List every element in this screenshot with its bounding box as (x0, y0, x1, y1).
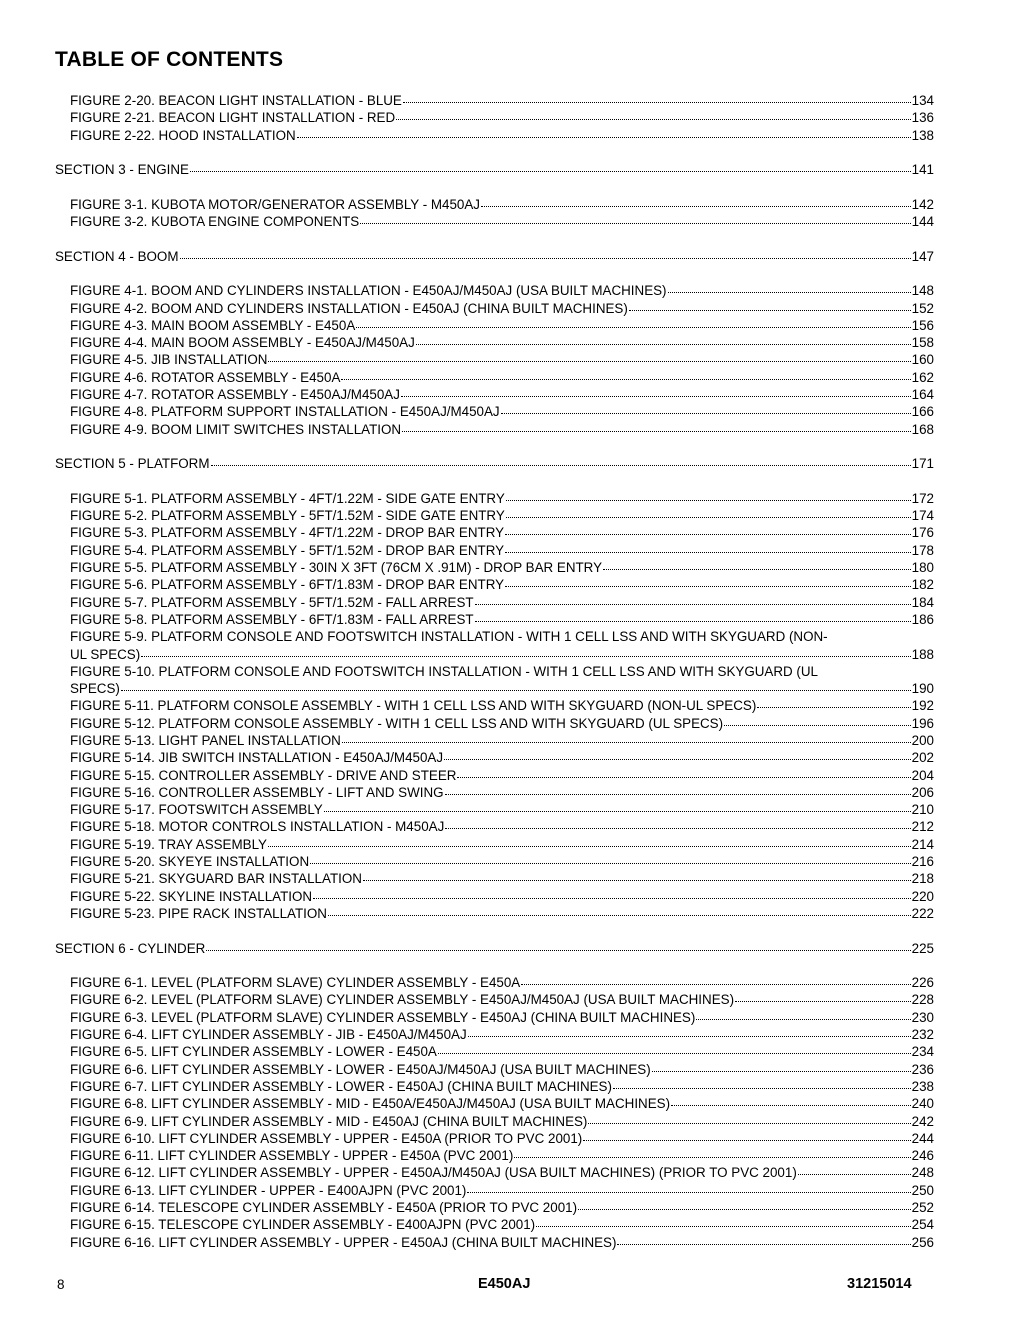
toc-entry-line: FIGURE 5-10. PLATFORM CONSOLE AND FOOTSWITCH INSTALLATION - WITH 1 CELL LSS AND WITH SKYGUARD (UL (70, 663, 818, 679)
toc-entry-label: FIGURE 6-13. LIFT CYLINDER - UPPER - E400AJPN (PVC 2001) (70, 1182, 467, 1198)
toc-figure-entry[interactable] (0, 351, 934, 368)
dot-leader (401, 386, 911, 397)
toc-figure-entry[interactable] (0, 1182, 934, 1199)
toc-figure-entry[interactable] (0, 1216, 934, 1233)
dot-leader (310, 853, 911, 864)
toc-figure-entry[interactable] (0, 1095, 934, 1112)
toc-figure-entry[interactable] (0, 282, 934, 299)
dot-leader (798, 1164, 911, 1175)
toc-entry-page: 248 (911, 1165, 934, 1181)
dot-leader (356, 317, 910, 328)
toc-figure-entry[interactable] (0, 749, 934, 766)
dot-leader (363, 870, 911, 881)
toc-figure-entry[interactable] (0, 888, 934, 905)
footer-doc-number: 31215014 (847, 1276, 912, 1292)
toc-entry-label: FIGURE 5-3. PLATFORM ASSEMBLY - 4FT/1.22M - DROP BAR ENTRY (70, 525, 505, 541)
dot-leader (445, 784, 911, 795)
footer-model: E450AJ (478, 1276, 531, 1292)
toc-spacer (0, 144, 1024, 161)
toc-entry-page: 242 (911, 1113, 934, 1129)
toc-list (0, 92, 1024, 1251)
toc-entry-page: 236 (911, 1061, 934, 1077)
toc-entry-label: FIGURE 2-21. BEACON LIGHT INSTALLATION - RED (70, 110, 396, 126)
dot-leader (180, 248, 911, 259)
toc-entry-label: FIGURE 6-10. LIFT CYLINDER ASSEMBLY - UPPER - E450A (PRIOR TO PVC 2001) (70, 1130, 583, 1146)
toc-figure-entry[interactable] (0, 300, 934, 317)
toc-entry-label: SECTION 4 - BOOM (55, 248, 179, 264)
toc-entry-label: FIGURE 5-12. PLATFORM CONSOLE ASSEMBLY - WITH 1 CELL LSS AND WITH SKYGUARD (UL SPECS) (70, 715, 724, 731)
toc-entry-label: FIGURE 6-14. TELESCOPE CYLINDER ASSEMBLY - E450A (PRIOR TO PVC 2001) (70, 1200, 578, 1215)
toc-entry-page: 156 (911, 317, 934, 333)
toc-figure-entry[interactable] (0, 542, 934, 559)
toc-entry-page: 246 (911, 1148, 934, 1164)
toc-figure-entry[interactable] (0, 697, 934, 714)
dot-leader (121, 680, 911, 691)
toc-entry-page: 184 (911, 594, 934, 610)
toc-entry-page: 204 (911, 767, 934, 783)
dot-leader (617, 1234, 910, 1245)
toc-entry-label: FIGURE 2-22. HOOD INSTALLATION (70, 127, 296, 143)
toc-entry-page: 252 (911, 1200, 934, 1215)
toc-entry-label: FIGURE 5-14. JIB SWITCH INSTALLATION - E450AJ/M450AJ (70, 750, 444, 766)
toc-entry-label: FIGURE 6-16. LIFT CYLINDER ASSEMBLY - UPPER - E450AJ (CHINA BUILT MACHINES) (70, 1234, 617, 1250)
dot-leader (313, 888, 911, 899)
toc-entry-page: 228 (911, 992, 934, 1008)
toc-spacer (0, 922, 1024, 939)
toc-entry-page: 234 (911, 1044, 934, 1060)
toc-figure-entry[interactable] (0, 1147, 934, 1164)
toc-entry-label: FIGURE 6-12. LIFT CYLINDER ASSEMBLY - UPPER - E450AJ/M450AJ (USA BUILT MACHINES) (PRIOR TO PVC 2001) (70, 1165, 797, 1181)
dot-leader (416, 334, 911, 345)
dot-leader (514, 1147, 910, 1158)
toc-entry-page: 168 (911, 421, 934, 437)
dot-leader (501, 403, 911, 414)
toc-entry-label: FIGURE 6-7. LIFT CYLINDER ASSEMBLY - LOWER - E450AJ (CHINA BUILT MACHINES) (70, 1078, 612, 1094)
dot-leader (467, 1182, 910, 1193)
toc-entry-label: SPECS) (70, 681, 120, 697)
dot-leader (438, 1043, 911, 1054)
dot-leader (521, 974, 910, 985)
dot-leader (396, 109, 910, 120)
toc-entry-page: 216 (911, 854, 934, 870)
toc-entry-label: FIGURE 5-13. LIGHT PANEL INSTALLATION (70, 732, 341, 748)
toc-figure-entry[interactable] (0, 1199, 934, 1216)
toc-figure-entry[interactable] (0, 559, 934, 576)
toc-entry-page: 158 (911, 335, 934, 351)
dot-leader (505, 576, 911, 587)
toc-section-entry[interactable] (0, 161, 934, 178)
toc-figure-entry[interactable] (0, 836, 934, 853)
toc-entry-page: 142 (911, 196, 934, 212)
toc-spacer (0, 957, 1024, 974)
dot-leader (578, 1199, 911, 1210)
dot-leader (757, 697, 910, 708)
dot-leader (268, 351, 910, 362)
toc-entry-page: 178 (911, 542, 934, 558)
toc-figure-entry[interactable] (0, 611, 934, 628)
toc-entry-page: 220 (911, 888, 934, 904)
toc-entry-page: 164 (911, 387, 934, 403)
toc-entry-label: FIGURE 6-11. LIFT CYLINDER ASSEMBLY - UPPER - E450A (PVC 2001) (70, 1148, 514, 1164)
toc-figure-entry[interactable] (0, 1026, 934, 1043)
toc-figure-entry[interactable] (0, 594, 934, 611)
toc-entry-page: 206 (911, 784, 934, 800)
toc-entry-page: 192 (911, 698, 934, 714)
dot-leader (588, 1113, 910, 1124)
dot-leader (506, 507, 911, 518)
toc-figure-entry[interactable] (0, 490, 934, 507)
toc-figure-entry[interactable] (0, 767, 934, 784)
toc-entry-page: 214 (911, 836, 934, 852)
toc-entry-label: FIGURE 5-15. CONTROLLER ASSEMBLY - DRIVE AND STEER (70, 767, 457, 783)
toc-entry-page: 238 (911, 1078, 934, 1094)
toc-entry-page: 172 (911, 490, 934, 506)
toc-figure-entry[interactable] (0, 421, 934, 438)
toc-entry-page: 212 (911, 819, 934, 835)
toc-entry-page: 244 (911, 1130, 934, 1146)
toc-figure-entry[interactable] (0, 1043, 934, 1060)
dot-leader (505, 542, 911, 553)
toc-entry-label: FIGURE 6-9. LIFT CYLINDER ASSEMBLY - MID - E450AJ (CHINA BUILT MACHINES) (70, 1113, 588, 1129)
toc-entry-label: FIGURE 5-20. SKYEYE INSTALLATION (70, 854, 310, 870)
toc-section-entry[interactable] (0, 248, 934, 265)
toc-entry-page: 136 (911, 110, 934, 126)
toc-entry-label: FIGURE 4-3. MAIN BOOM ASSEMBLY - E450A (70, 317, 356, 333)
toc-entry-page: 210 (911, 802, 934, 818)
toc-entry-label: FIGURE 5-23. PIPE RACK INSTALLATION (70, 905, 327, 921)
dot-leader (735, 991, 911, 1002)
toc-entry-label: FIGURE 3-2. KUBOTA ENGINE COMPONENTS (70, 214, 360, 230)
toc-figure-entry[interactable] (0, 1078, 934, 1095)
toc-figure-entry[interactable] (0, 732, 934, 749)
toc-figure-entry[interactable] (0, 576, 934, 593)
toc-entry-label: FIGURE 5-4. PLATFORM ASSEMBLY - 5FT/1.52M - DROP BAR ENTRY (70, 542, 505, 558)
toc-entry-page: 147 (911, 248, 934, 264)
toc-figure-entry[interactable] (0, 507, 934, 524)
dot-leader (190, 161, 911, 172)
toc-figure-entry[interactable] (0, 317, 934, 334)
toc-entry-page: 182 (911, 577, 934, 593)
toc-entry-label: FIGURE 6-1. LEVEL (PLATFORM SLAVE) CYLINDER ASSEMBLY - E450A (70, 975, 521, 991)
toc-entry-page: 225 (911, 940, 934, 956)
toc-entry-label: FIGURE 4-2. BOOM AND CYLINDERS INSTALLATION - E450AJ (CHINA BUILT MACHINES) (70, 300, 628, 316)
dot-leader (724, 715, 911, 726)
toc-entry-label: FIGURE 5-5. PLATFORM ASSEMBLY - 30IN X 3FT (76CM X .91M) - DROP BAR ENTRY (70, 560, 603, 576)
toc-entry-label: FIGURE 6-8. LIFT CYLINDER ASSEMBLY - MID - E450A/E450AJ/M450AJ (USA BUILT MACHINES) (70, 1096, 671, 1112)
toc-figure-entry[interactable] (0, 646, 934, 663)
toc-figure-entry[interactable] (0, 991, 934, 1008)
toc-entry-page: 144 (911, 214, 934, 230)
dot-leader (536, 1216, 911, 1227)
toc-entry-page: 256 (911, 1234, 934, 1250)
dot-leader (402, 421, 911, 432)
toc-entry-label: FIGURE 5-18. MOTOR CONTROLS INSTALLATION - M450AJ (70, 819, 445, 835)
toc-entry-label: FIGURE 5-11. PLATFORM CONSOLE ASSEMBLY - WITH 1 CELL LSS AND WITH SKYGUARD (NON-UL SPECS) (70, 698, 757, 714)
toc-entry-page: 176 (911, 525, 934, 541)
toc-figure-entry[interactable] (0, 334, 934, 351)
toc-figure-entry[interactable] (0, 524, 934, 541)
toc-entry-page: 141 (911, 162, 934, 178)
toc-entry-page: 162 (911, 369, 934, 385)
toc-section-entry[interactable] (0, 455, 934, 472)
toc-entry-page: 148 (911, 283, 934, 299)
dot-leader (696, 1009, 910, 1020)
dot-leader (668, 282, 911, 293)
toc-entry-label: FIGURE 6-4. LIFT CYLINDER ASSEMBLY - JIB - E450AJ/M450AJ (70, 1027, 467, 1043)
dot-leader (671, 1095, 911, 1106)
toc-entry-label: FIGURE 4-6. ROTATOR ASSEMBLY - E450A (70, 369, 341, 385)
page-title: TABLE OF CONTENTS (55, 48, 284, 71)
dot-leader (652, 1061, 911, 1072)
dot-leader (457, 767, 910, 778)
toc-entry-label: FIGURE 6-3. LEVEL (PLATFORM SLAVE) CYLINDER ASSEMBLY - E450AJ (CHINA BUILT MACHINES) (70, 1009, 696, 1025)
dot-leader (328, 905, 911, 916)
toc-entry-label: FIGURE 5-22. SKYLINE INSTALLATION (70, 888, 313, 904)
toc-entry-label: FIGURE 5-8. PLATFORM ASSEMBLY - 6FT/1.83M - FALL ARREST (70, 611, 474, 627)
toc-entry-page: 188 (911, 646, 934, 662)
toc-entry-page: 200 (911, 732, 934, 748)
toc-entry-label: FIGURE 4-5. JIB INSTALLATION (70, 352, 268, 368)
dot-leader (360, 213, 910, 224)
dot-leader (268, 836, 911, 847)
toc-entry-page: 254 (911, 1217, 934, 1233)
toc-entry-label: FIGURE 6-15. TELESCOPE CYLINDER ASSEMBLY - E400AJPN (PVC 2001) (70, 1217, 536, 1233)
toc-figure-entry[interactable] (0, 974, 934, 991)
footer-page-number: 8 (57, 1277, 65, 1292)
toc-entry-page: 232 (911, 1027, 934, 1043)
toc-figure-entry[interactable] (0, 213, 934, 230)
dot-leader (444, 749, 911, 760)
toc-figure-entry[interactable] (0, 870, 934, 887)
dot-leader (341, 369, 910, 380)
toc-entry-page: 222 (911, 905, 934, 921)
toc-entry-label: SECTION 3 - ENGINE (55, 162, 189, 178)
toc-entry-label: FIGURE 4-9. BOOM LIMIT SWITCHES INSTALLATION (70, 421, 402, 437)
toc-entry-label: FIGURE 4-1. BOOM AND CYLINDERS INSTALLATION - E450AJ/M450AJ (USA BUILT MACHINES) (70, 283, 667, 299)
toc-entry-label: FIGURE 3-1. KUBOTA MOTOR/GENERATOR ASSEMBLY - M450AJ (70, 196, 480, 212)
toc-entry-page: 171 (911, 456, 934, 472)
toc-entry-label: FIGURE 5-1. PLATFORM ASSEMBLY - 4FT/1.22M - SIDE GATE ENTRY (70, 490, 505, 506)
dot-leader (475, 611, 911, 622)
toc-figure-entry[interactable] (0, 403, 934, 420)
toc-figure-entry[interactable] (0, 92, 934, 109)
toc-spacer (0, 230, 1024, 247)
toc-figure-entry[interactable] (0, 818, 934, 835)
dot-leader (475, 594, 911, 605)
toc-entry-page: 180 (911, 560, 934, 576)
toc-entry-page: 240 (911, 1096, 934, 1112)
toc-entry-label: SECTION 5 - PLATFORM (55, 456, 210, 472)
toc-entry-label: FIGURE 6-6. LIFT CYLINDER ASSEMBLY - LOWER - E450AJ/M450AJ (USA BUILT MACHINES) (70, 1061, 651, 1077)
toc-entry-page: 190 (911, 681, 934, 697)
toc-entry-page: 138 (911, 127, 934, 143)
toc-entry-page: 226 (911, 975, 934, 991)
toc-figure-entry[interactable] (0, 196, 934, 213)
toc-figure-entry[interactable] (0, 1130, 934, 1147)
toc-entry-label: FIGURE 6-2. LEVEL (PLATFORM SLAVE) CYLINDER ASSEMBLY - E450AJ/M450AJ (USA BUILT MACHINES) (70, 992, 735, 1008)
toc-entry-page: 218 (911, 871, 934, 887)
toc-entry-page: 186 (911, 611, 934, 627)
toc-entry-line: FIGURE 5-9. PLATFORM CONSOLE AND FOOTSWITCH INSTALLATION - WITH 1 CELL LSS AND WITH SKYGUARD (NON- (70, 629, 828, 645)
dot-leader (297, 127, 911, 138)
toc-entry-label: UL SPECS) (70, 646, 141, 662)
toc-entry-page: 196 (911, 715, 934, 731)
dot-leader (342, 732, 911, 743)
toc-figure-entry[interactable] (0, 127, 934, 144)
toc-figure-entry[interactable] (0, 715, 934, 732)
dot-leader (583, 1130, 910, 1141)
dot-leader (468, 1026, 911, 1037)
toc-spacer (0, 178, 1024, 195)
toc-entry-label: FIGURE 5-16. CONTROLLER ASSEMBLY - LIFT AND SWING (70, 784, 444, 800)
dot-leader (206, 940, 910, 951)
toc-figure-entry[interactable] (0, 386, 934, 403)
toc-figure-entry[interactable] (0, 1234, 934, 1251)
dot-leader (505, 524, 911, 535)
toc-entry-page: 166 (911, 404, 934, 420)
toc-entry-page: 134 (911, 93, 934, 108)
dot-leader (324, 801, 911, 812)
toc-entry-page: 230 (911, 1009, 934, 1025)
toc-figure-entry[interactable] (0, 784, 934, 801)
toc-entry-label: FIGURE 6-5. LIFT CYLINDER ASSEMBLY - LOWER - E450A (70, 1044, 437, 1060)
dot-leader (141, 646, 910, 657)
toc-figure-entry[interactable] (0, 369, 934, 386)
toc-entry-page: 152 (911, 300, 934, 316)
dot-leader (506, 490, 911, 501)
toc-spacer (0, 438, 1024, 455)
toc-entry-label: FIGURE 5-19. TRAY ASSEMBLY (70, 836, 267, 852)
toc-entry-label: FIGURE 5-21. SKYGUARD BAR INSTALLATION (70, 871, 362, 887)
dot-leader (603, 559, 911, 570)
toc-figure-entry[interactable] (0, 680, 934, 697)
dot-leader (211, 455, 911, 466)
toc-figure-entry[interactable] (0, 1113, 934, 1130)
toc-figure-entry[interactable] (0, 1009, 934, 1026)
dot-leader (445, 818, 910, 829)
toc-section-entry[interactable] (0, 940, 934, 957)
toc-entry-page: 202 (911, 750, 934, 766)
toc-spacer (0, 473, 1024, 490)
toc-entry-label: FIGURE 2-20. BEACON LIGHT INSTALLATION - BLUE (70, 93, 402, 108)
dot-leader (629, 300, 911, 311)
toc-figure-entry[interactable] (0, 905, 934, 922)
dot-leader (613, 1078, 911, 1089)
toc-entry-label: SECTION 6 - CYLINDER (55, 940, 206, 956)
dot-leader (481, 196, 911, 207)
toc-figure-entry[interactable] (0, 853, 934, 870)
toc-entry-label: FIGURE 5-7. PLATFORM ASSEMBLY - 5FT/1.52M - FALL ARREST (70, 594, 474, 610)
toc-entry-label: FIGURE 4-7. ROTATOR ASSEMBLY - E450AJ/M450AJ (70, 387, 400, 403)
toc-spacer (0, 265, 1024, 282)
toc-figure-entry[interactable] (0, 801, 934, 818)
toc-figure-entry[interactable] (0, 109, 934, 126)
toc-figure-entry[interactable] (0, 1061, 934, 1078)
toc-entry-page: 174 (911, 508, 934, 524)
toc-entry-label: FIGURE 5-2. PLATFORM ASSEMBLY - 5FT/1.52M - SIDE GATE ENTRY (70, 508, 505, 524)
toc-entry-label: FIGURE 4-8. PLATFORM SUPPORT INSTALLATION - E450AJ/M450AJ (70, 404, 500, 420)
toc-entry-page: 160 (911, 352, 934, 368)
dot-leader (403, 92, 911, 103)
toc-entry-page: 250 (911, 1182, 934, 1198)
toc-entry-label: FIGURE 5-6. PLATFORM ASSEMBLY - 6FT/1.83M - DROP BAR ENTRY (70, 577, 505, 593)
toc-entry-label: FIGURE 4-4. MAIN BOOM ASSEMBLY - E450AJ/M450AJ (70, 335, 415, 351)
toc-entry-label: FIGURE 5-17. FOOTSWITCH ASSEMBLY (70, 802, 323, 818)
toc-figure-entry[interactable] (0, 1164, 934, 1181)
